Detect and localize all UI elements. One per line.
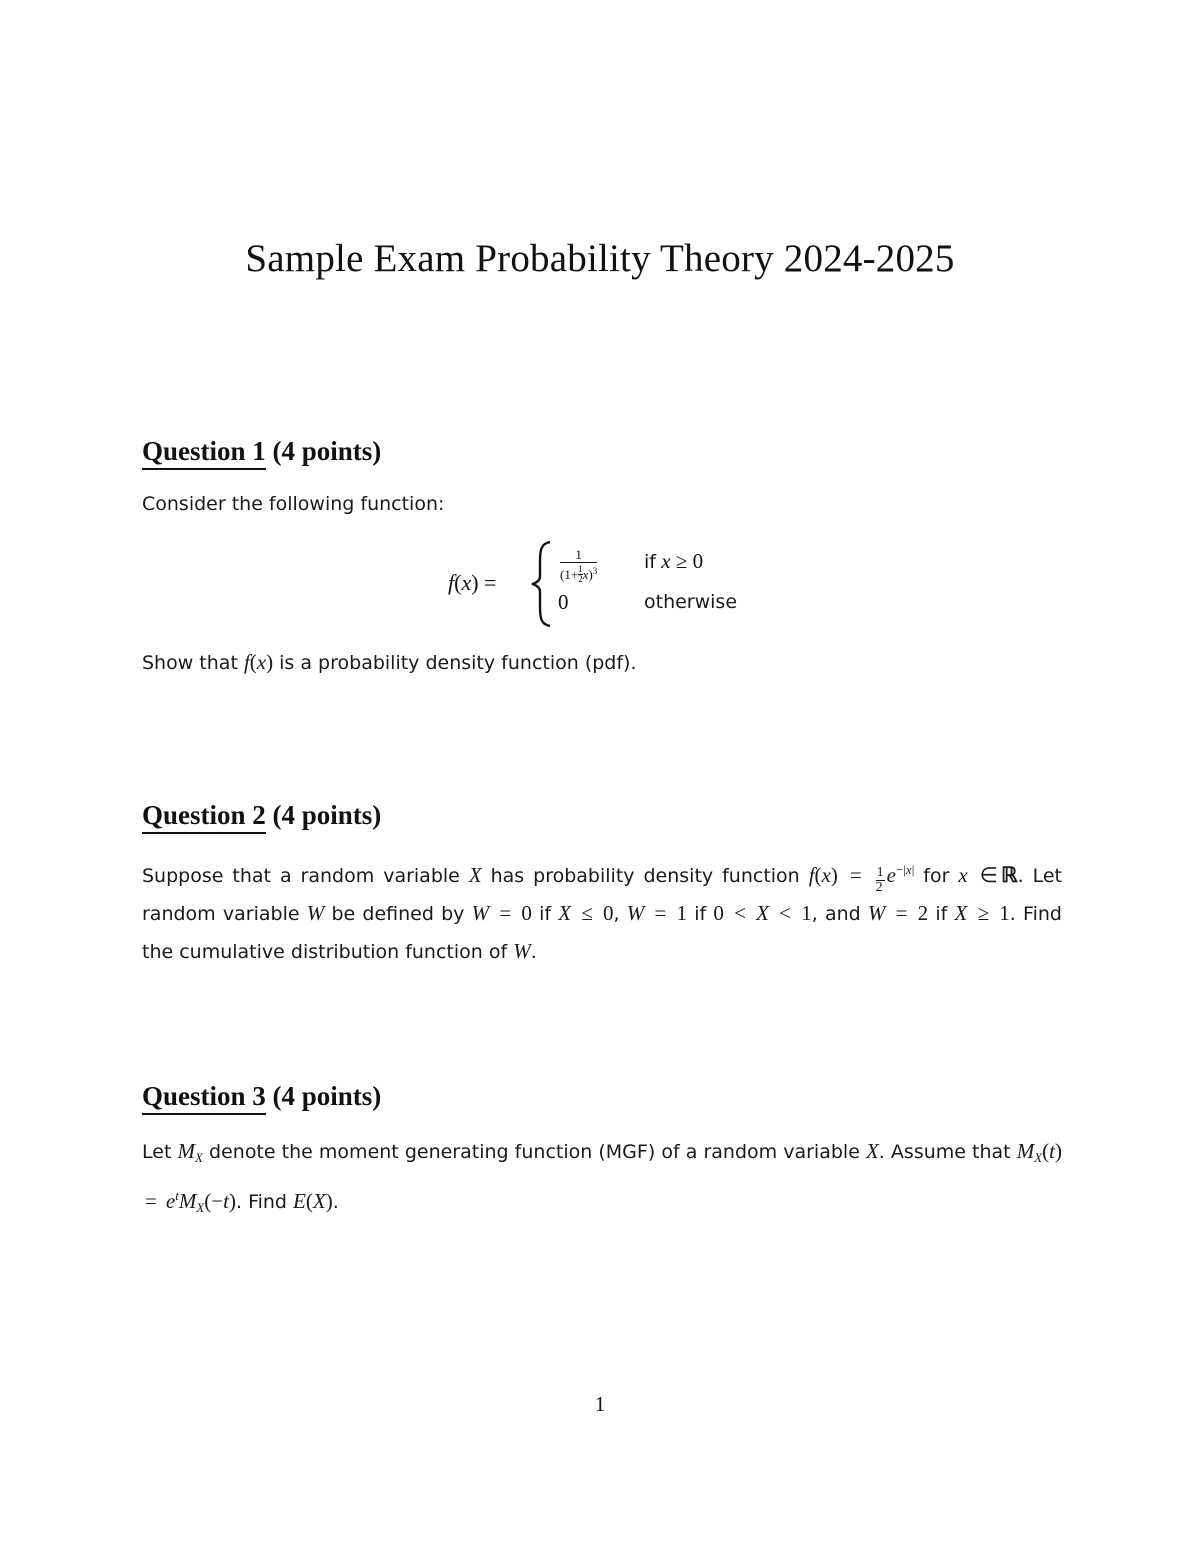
question-1-points: (4 points) [272, 436, 382, 466]
question-3-text: Let $M_X$ denote the moment generating function (MGF) of a random variable X. Assume that $M_X(t) = e^tM_X(-t)$. Find E(X). [142, 1139, 1063, 1215]
question-3-points: (4 points) [272, 1081, 382, 1111]
question-1-formula [448, 538, 768, 628]
question-3-label: Question 3 [142, 1081, 266, 1115]
left-brace-icon [530, 540, 554, 628]
question-3-heading [142, 1081, 381, 1112]
formula-lhs: f(x) = [448, 570, 497, 595]
question-2-label: Question 2 [142, 800, 266, 834]
case-2-value: 0 [558, 590, 569, 614]
question-1-label: Question 1 [142, 436, 266, 470]
case-2-condition: otherwise [644, 591, 738, 613]
question-2-heading [142, 800, 381, 831]
question-1-heading [142, 436, 381, 467]
case-1-condition: if x ≥ 0 [644, 549, 704, 573]
question-1-task: Show that f(x) is a probability density function (pdf). [142, 650, 637, 674]
page-title: Sample Exam Probability Theory 2024-2025 [245, 237, 955, 280]
question-1-intro: Consider the following function: [142, 493, 445, 515]
case-1-fraction: 1 (1+ $\frac{1}{2}$ x)$^3$ [560, 547, 598, 584]
question-2-text: Suppose that a random variable X has probability density function f(x) = $\frac{1}{2}$ $e^{-|x|}$ for x ∈ ℝ. Let random variable W be defined by W = 0 if X ≤ 0, W = 1 if 0 < X < 1, and W = 2 if X ≥ 1. Find the cumulative distribution function of W. [142, 862, 1062, 963]
page-number: 1 [594, 1392, 606, 1416]
question-2-points: (4 points) [272, 800, 382, 830]
